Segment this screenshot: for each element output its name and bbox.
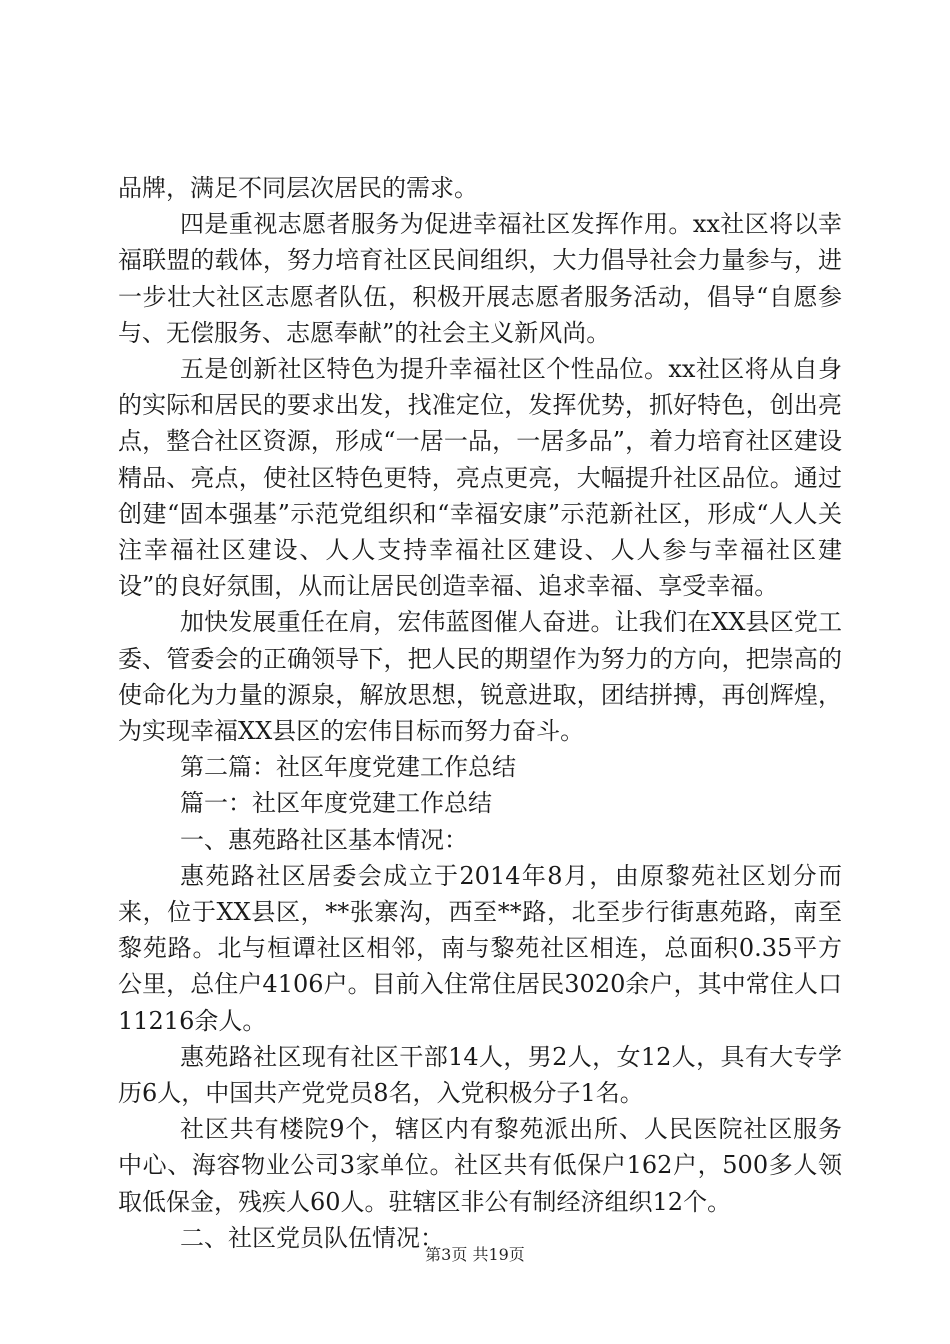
paragraph-staff: 惠苑路社区现有社区干部14人，男2人，女12人，具有大专学历6人，中国共产党党员8名，入党积极分子1名。 (118, 1042, 842, 1108)
paragraph-community-features: 五是创新社区特色为提升幸福社区个性品位。xx社区将从自身的实际和居民的要求出发，找准定位，发挥优势，抓好特色，创出亮点，整合社区资源，形成“一居一品，一居多品”，着力培育社区建设精品、亮点，使社区特色更特，亮点更亮，大幅提升社区品位。通过创建“固本强基”示范党组织和“幸福安康”示范新社区，形成“人人关注幸福社区建设、人人支持幸福社区建设、人人参与幸福社区建设”的良好氛围，从而让居民创造幸福、追求幸福、享受幸福。 (118, 355, 842, 601)
heading-part-two: 第二篇：社区年度党建工作总结 (180, 753, 516, 782)
heading-article-one: 篇一：社区年度党建工作总结 (180, 789, 492, 818)
document-body (118, 170, 842, 1256)
heading-section-one: 一、惠苑路社区基本情况： (180, 825, 468, 854)
paragraph-volunteer-service: 四是重视志愿者服务为促进幸福社区发挥作用。xx社区将以幸福联盟的载体，努力培育社区民间组织，大力倡导社会力量参与，进一步壮大社区志愿者队伍，积极开展志愿者服务活动，倡导“自愿参与、无偿服务、志愿奉献”的社会主义新风尚。 (118, 210, 842, 347)
paragraph-closing: 加快发展重任在肩，宏伟蓝图催人奋进。让我们在XX县区党工委、管委会的正确领导下，把人民的期望作为努力的方向，把崇高的使命化为力量的源泉，解放思想，锐意进取，团结拼搏，再创辉煌，为实现幸福XX县区的宏伟目标而努力奋斗。 (118, 608, 842, 746)
paragraph-community-overview: 惠苑路社区居委会成立于2014年8月，由原黎苑社区划分而来，位于XX县区，**张寨沟，西至**路，北至步行街惠苑路，南至黎苑路。北与桓谭社区相邻，南与黎苑社区相连，总面积0.35平方公里，总住户4106户。目前入住常住居民3020余户，其中常住人口11216余人。 (118, 861, 842, 1035)
page-footer: 第3页 共19页 (425, 1245, 525, 1264)
paragraph-continuation: 品牌，满足不同层次居民的需求。 (118, 174, 478, 202)
heading-section-two: 二、社区党员队伍情况： (180, 1223, 444, 1252)
paragraph-units: 社区共有楼院9个，辖区内有黎苑派出所、人民医院社区服务中心、海容物业公司3家单位。社区共有低保户162户，500多人领取低保金，残疾人60人。驻辖区非公有制经济组织12个。 (118, 1115, 842, 1216)
